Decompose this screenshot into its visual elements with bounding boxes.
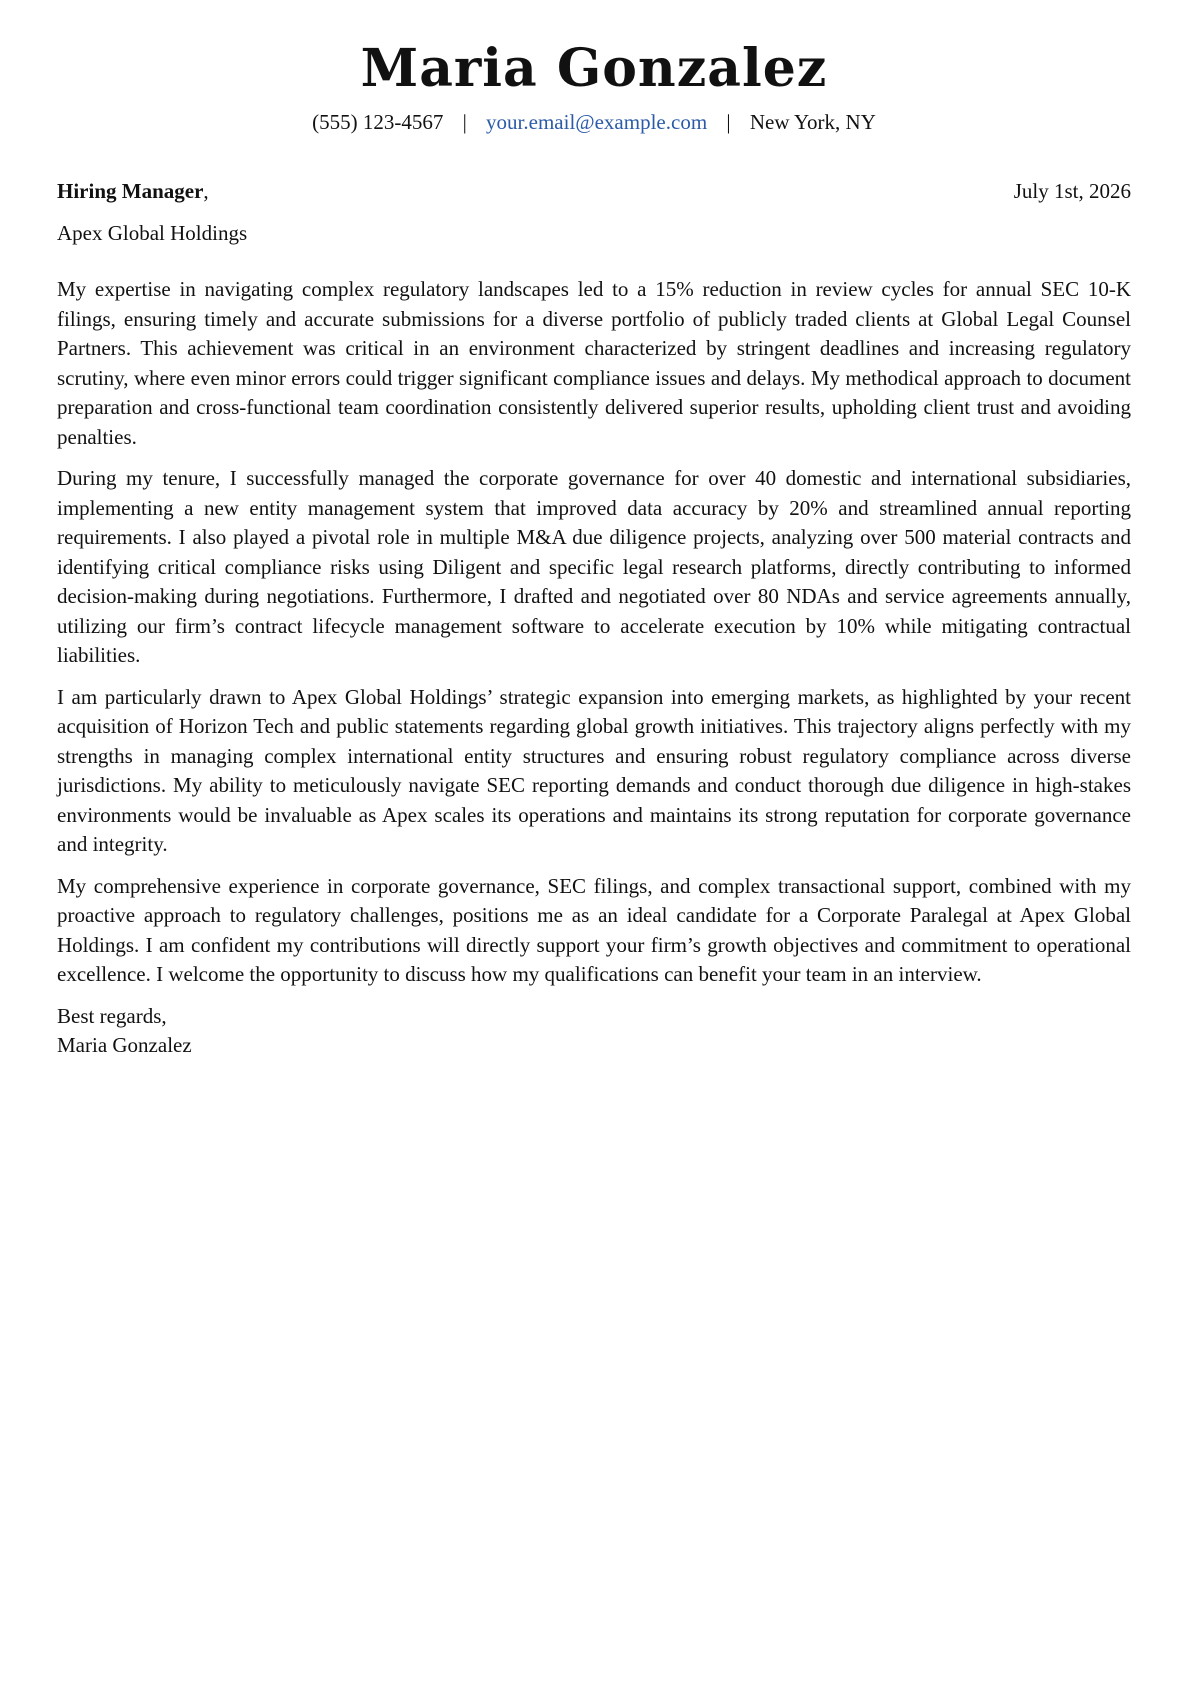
recipient-row	[57, 178, 1131, 205]
letter-body	[57, 275, 1131, 990]
phone-number: (555) 123-4567	[312, 110, 444, 135]
body-paragraph: My comprehensive experience in corporate governance, SEC filings, and complex transactional support, combined with my proactive approach to regulatory challenges, positions me as an ideal candidate for a Corporate Paralegal at Apex Global Holdings. I am confident my contributions will directly support your firm’s growth objectives and commitment to operational excellence. I welcome the opportunity to discuss how my qualifications can benefit your team in an interview.	[57, 873, 1131, 987]
body-paragraph: My expertise in navigating complex regulatory landscapes led to a 15% reduction in review cycles for annual SEC 10-K filings, ensuring timely and accurate submissions for a diverse portfolio of publicly traded clients at Global Legal Counsel Partners. This achievement was critical in an environment characterized by stringent deadlines and increasing regulatory scrutiny, where even minor errors could trigger significant compliance issues and delays. My methodical approach to document preparation and cross-functional team coordination consistently delivered superior results, upholding client trust and avoiding penalties.	[57, 277, 1131, 449]
recipient-title-suffix: ,	[203, 179, 209, 204]
letter-date: July 1st, 2026	[1013, 179, 1131, 204]
body-paragraph: I am particularly drawn to Apex Global Holdings’ strategic expansion into emerging markets, as highlighted by your recent acquisition of Horizon Tech and public statements regarding global growth initiatives. This trajectory aligns perfectly with my strengths in managing complex international entity structures and ensuring robust regulatory compliance across diverse jurisdictions. My ability to meticulously navigate SEC reporting demands and conduct thorough due diligence in high-stakes environments would be invaluable as Apex scales its operations and maintains its strong reputation for corporate governance and integrity.	[57, 684, 1131, 857]
email-link[interactable]: your.email@example.com	[486, 110, 708, 135]
closing-salutation: Best regards,	[57, 1003, 167, 1028]
contact-line	[57, 109, 1131, 136]
location: New York, NY	[749, 110, 876, 135]
recipient-greeting	[57, 178, 209, 205]
contact-separator: |	[726, 110, 731, 135]
body-paragraph: During my tenure, I successfully managed the corporate governance for over 40 domestic and international subsidiaries, implementing a new entity management system that improved data accuracy by 20% and streamlined annual reporting requirements. I also played a pivotal role in multiple M&A due diligence projects, analyzing over 500 material contracts and identifying critical compliance risks using Diligent and specific legal research platforms, directly contributing to informed decision-making during negotiations. Furthermore, I drafted and negotiated over 80 NDAs and service agreements annually, utilizing our firm’s contract lifecycle management software to accelerate execution by 10% while mitigating contractual liabilities.	[57, 466, 1131, 668]
letter-closing	[57, 1002, 1131, 1061]
closing-signature: Maria Gonzalez	[57, 1033, 192, 1058]
applicant-name: Maria Gonzalez	[360, 38, 828, 99]
cover-letter-page	[57, 40, 1131, 1061]
recipient-title: Hiring Manager	[57, 179, 204, 204]
recipient-company: Apex Global Holdings	[57, 220, 248, 245]
contact-separator: |	[462, 110, 467, 135]
